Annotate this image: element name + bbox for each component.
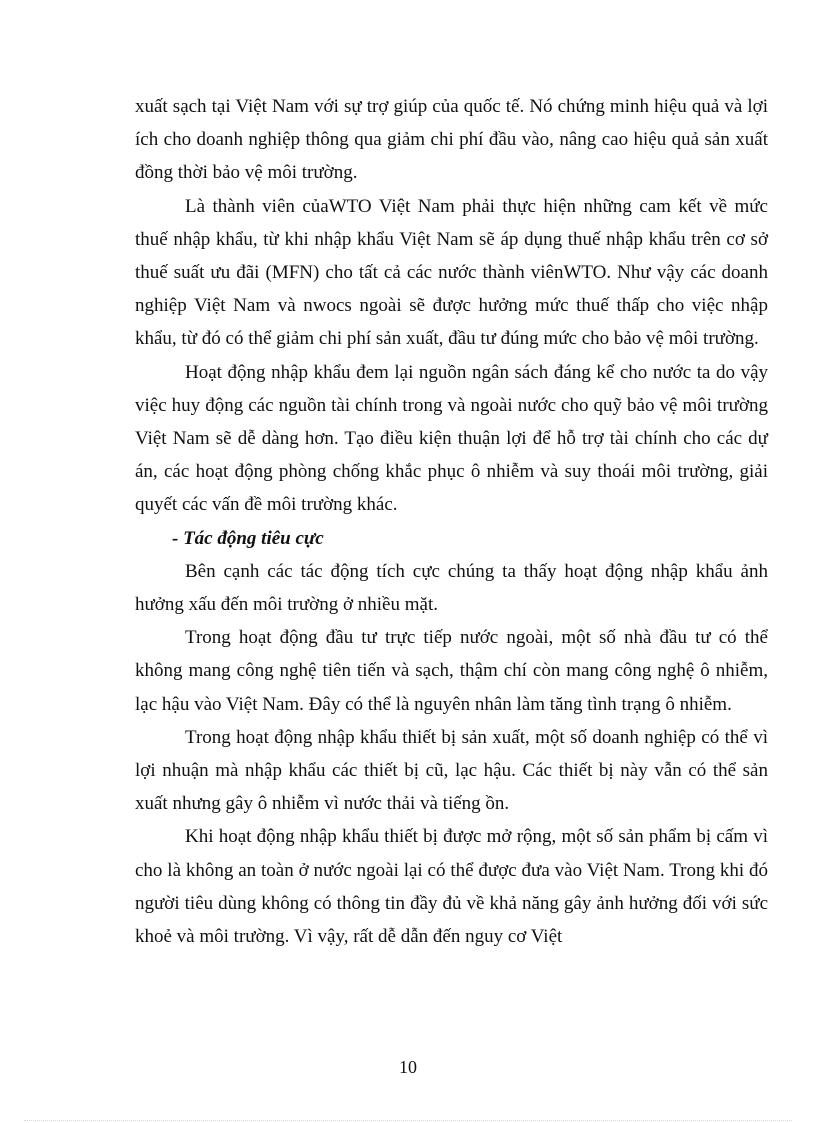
page-body [135, 90, 768, 953]
paragraph-7: Khi hoạt động nhập khẩu thiết bị được mở rộng, một số sản phẩm bị cấm vì cho là không an toàn ở nước ngoài lại có thể được đưa vào Việt Nam. Trong khi đó người tiêu dùng không có thông tin đầy đủ về khả năng gây ảnh hưởng đối với sức khoẻ và môi trường. Vì vậy, rất dễ dẫn đến nguy cơ Việt [135, 826, 768, 948]
paragraph-5: Trong hoạt động đầu tư trực tiếp nước ngoài, một số nhà đầu tư có thể không mang công nghệ tiên tiến và sạch, thậm chí còn mang công nghệ ô nhiễm, lạc hậu vào Việt Nam. Đây có thể là nguyên nhân làm tăng tình trạng ô nhiễm. [135, 627, 768, 715]
section-heading-negative-impacts: - Tác động tiêu cực [172, 527, 324, 549]
paragraph-1: xuất sạch tại Việt Nam với sự trợ giúp của quốc tế. Nó chứng minh hiệu quả và lợi ích cho doanh nghiệp thông qua giảm chi phí đầu vào, nâng cao hiệu quả sản xuất đồng thời bảo vệ môi trường. [135, 96, 768, 184]
paragraph-6: Trong hoạt động nhập khẩu thiết bị sản xuất, một số doanh nghiệp có thể vì lợi nhuận mà nhập khẩu các thiết bị cũ, lạc hậu. Các thiết bị này vẫn có thể sản xuất nhưng gây ô nhiễm vì nước thải và tiếng ồn. [135, 726, 768, 815]
paragraph-2: Là thành viên củaWTO Việt Nam phải thực hiện những cam kết về mức thuế nhập khẩu, từ khi nhập khẩu Việt Nam sẽ áp dụng thuế nhập khẩu trên cơ sở thuế suất ưu đãi (MFN) cho tất cả các nước thành viênWTO. Như vậy các doanh nghiệp Việt Nam và nwocs ngoài sẽ được hưởng mức thuế thấp cho việc nhập khẩu, từ đó có thể giảm chi phí sản xuất, đầu tư đúng mức cho bảo vệ môi trường. [135, 195, 768, 350]
paragraph-3: Hoạt động nhập khẩu đem lại nguồn ngân sách đáng kể cho nước ta do vậy việc huy động các nguồn tài chính trong và ngoài nước cho quỹ bảo vệ môi trường Việt Nam sẽ dễ dàng hơn. Tạo điều kiện thuận lợi để hỗ trợ tài chính cho các dự án, các hoạt động phòng chống khắc phục ô nhiễm và suy thoái môi trường, giải quyết các vấn đề môi trường khác. [135, 361, 768, 516]
page-number: 10 [399, 1057, 417, 1077]
page-bottom-divider [24, 1120, 792, 1121]
paragraph-4: Bên cạnh các tác động tích cực chúng ta thấy hoạt động nhập khẩu ảnh hưởng xấu đến môi trường ở nhiều mặt. [135, 560, 768, 616]
